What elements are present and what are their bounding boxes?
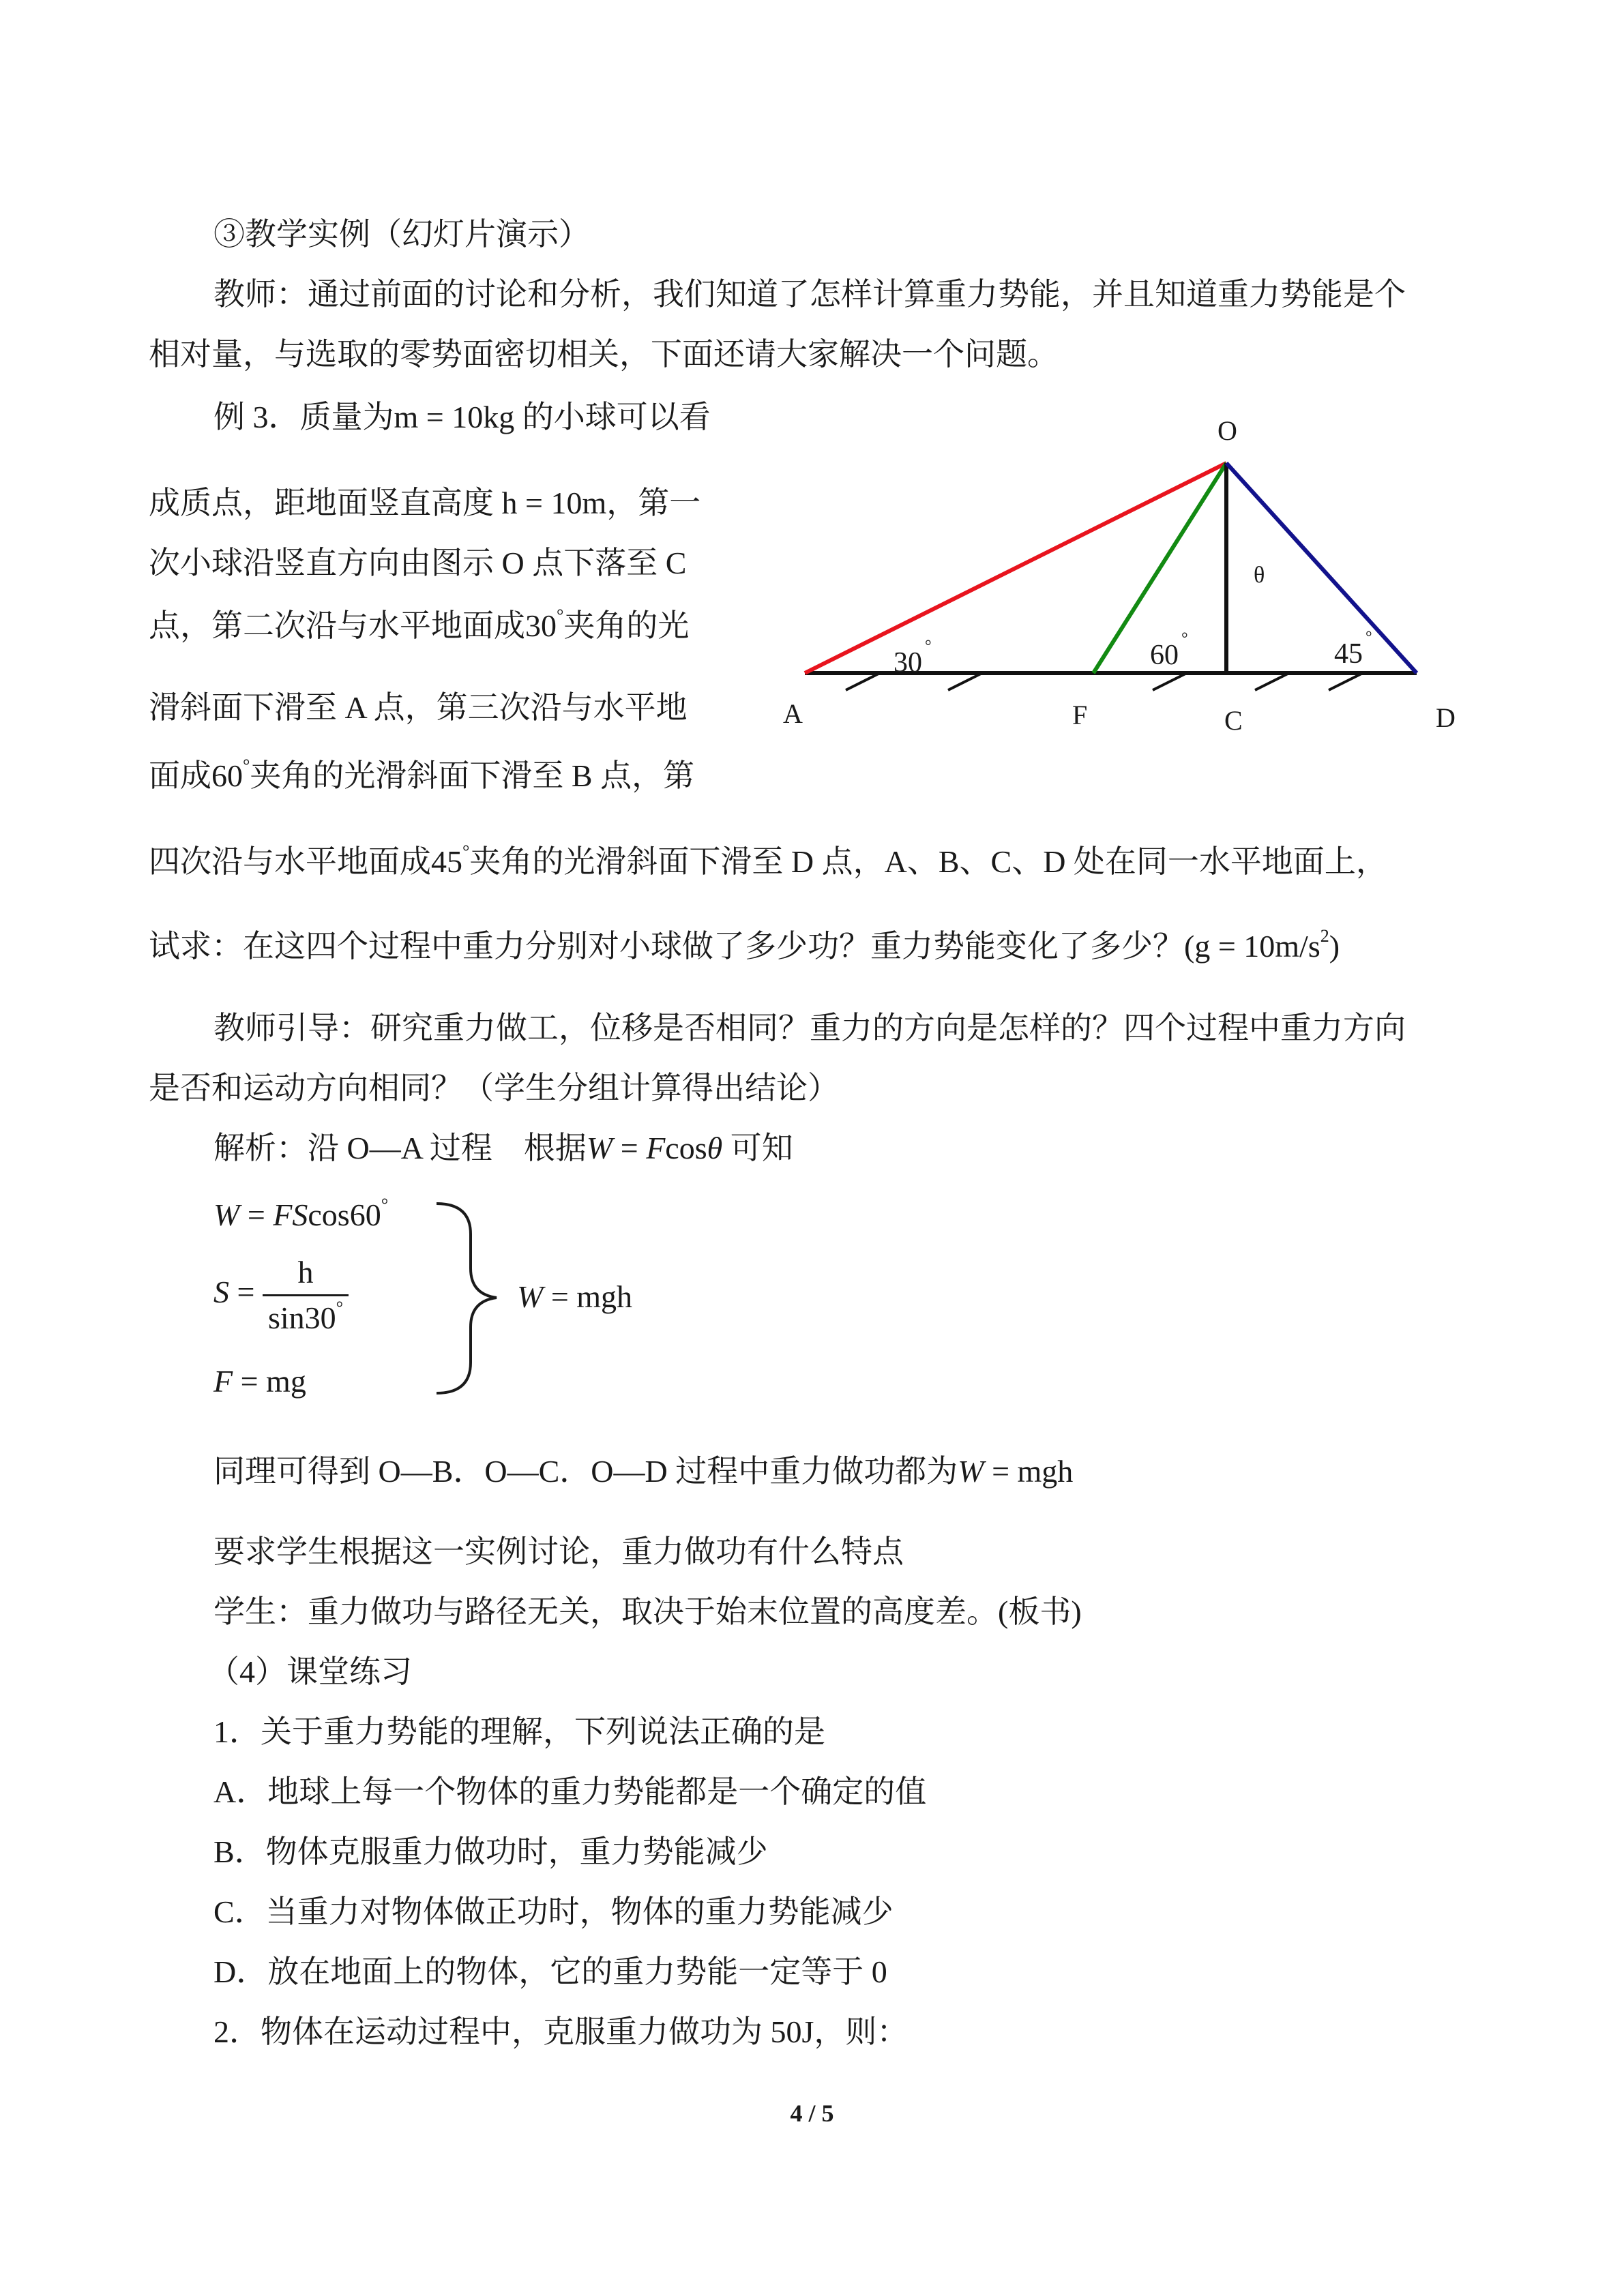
example-line: 试求：在这四个过程中重力分别对小球做了多少功？重力势能变化了多少？$(g = 10m/s^2)$ [149, 926, 1340, 964]
paragraph-line: 教师引导：研究重力做工，位移是否相同？重力的方向是怎样的？四个过程中重力方向 [213, 1011, 1406, 1045]
label-C: C [1224, 705, 1243, 736]
example-line: 成质点，距地面竖直高度 h = 10m，第一 [149, 486, 701, 520]
paragraph-line: 相对量，与选取的零势面密切相关，下面还请大家解决一个问题。 [149, 337, 1059, 372]
option-line: B．物体克服重力做功时，重力势能减少 [213, 1834, 768, 1869]
degree-mark: ° [925, 638, 932, 655]
question-line: 2．物体在运动过程中，克服重力做功为 50J，则： [213, 2014, 909, 2049]
solution-line: 解析：沿 O—A 过程 根据W = Fcosθ 可知 [213, 1131, 793, 1165]
equation-result: W = mgh [517, 1279, 633, 1314]
label-F: F [1072, 700, 1088, 730]
fraction: $\frac{h}{\sin 30^\circ}$ [263, 1253, 349, 1337]
paragraph-line: 同理可得到 O—B．O—C．O—D 过程中重力做功都为W = mgh [213, 1454, 1074, 1489]
angle-label-theta: θ [1254, 563, 1265, 588]
angle-label-60: 60 [1150, 640, 1179, 671]
section-heading: ③教学实例（幻灯片演示） [213, 217, 590, 252]
page-number: 4 / 5 [790, 2100, 834, 2127]
label-D: D [1436, 702, 1456, 733]
degree-mark: ° [1365, 629, 1372, 646]
degree-mark: ° [1181, 630, 1188, 648]
paragraph-line: 学生：重力做功与路径无关，取决于始末位置的高度差。(板书) [213, 1594, 1082, 1629]
example-line: 面成60°夹角的光滑斜面下滑至 B 点，第 [149, 756, 695, 793]
equation-work: W = FScos60° [213, 1195, 389, 1232]
equation-force: F = mg [213, 1364, 306, 1399]
curly-brace [437, 1204, 497, 1393]
label-O: O [1217, 415, 1237, 446]
example-line: 四次沿与水平地面成45°夹角的光滑斜面下滑至 D 点，A、B、C、D 处在同一水平地面上， [149, 841, 1387, 879]
ground-hatching [846, 673, 1363, 690]
example-line: 例 3．质量为m = 10kg 的小球可以看 [213, 400, 711, 434]
equation-displacement: S = $\frac{h}{\sin 30^\circ}$ [213, 1253, 349, 1337]
angle-label-45: 45 [1334, 638, 1363, 670]
paragraph-line: 教师：通过前面的讨论和分析，我们知道了怎样计算重力势能，并且知道重力势能是个 [213, 277, 1406, 312]
label-A: A [783, 698, 803, 729]
question-line: 1．关于重力势能的理解，下列说法正确的是 [213, 1714, 825, 1749]
section-heading: （4）课堂练习 [208, 1654, 412, 1689]
option-line: D．放在地面上的物体，它的重力势能一定等于 0 [213, 1954, 887, 1989]
option-line: A．地球上每一个物体的重力势能都是一个确定的值 [213, 1774, 927, 1809]
angle-label-30: 30 [894, 647, 922, 679]
example-line: 滑斜面下滑至 A 点，第三次沿与水平地 [149, 690, 688, 725]
example-line: 次小球沿竖直方向由图示 O 点下落至 C [149, 546, 687, 580]
example-line: 点，第二次沿与水平地面成30°夹角的光 [149, 606, 690, 643]
option-line: C．当重力对物体做正功时，物体的重力势能减少 [213, 1894, 894, 1929]
paragraph-line: 要求学生根据这一实例讨论，重力做功有什么特点 [213, 1534, 904, 1569]
paragraph-line: 是否和运动方向相同？（学生分组计算得出结论） [149, 1071, 839, 1105]
